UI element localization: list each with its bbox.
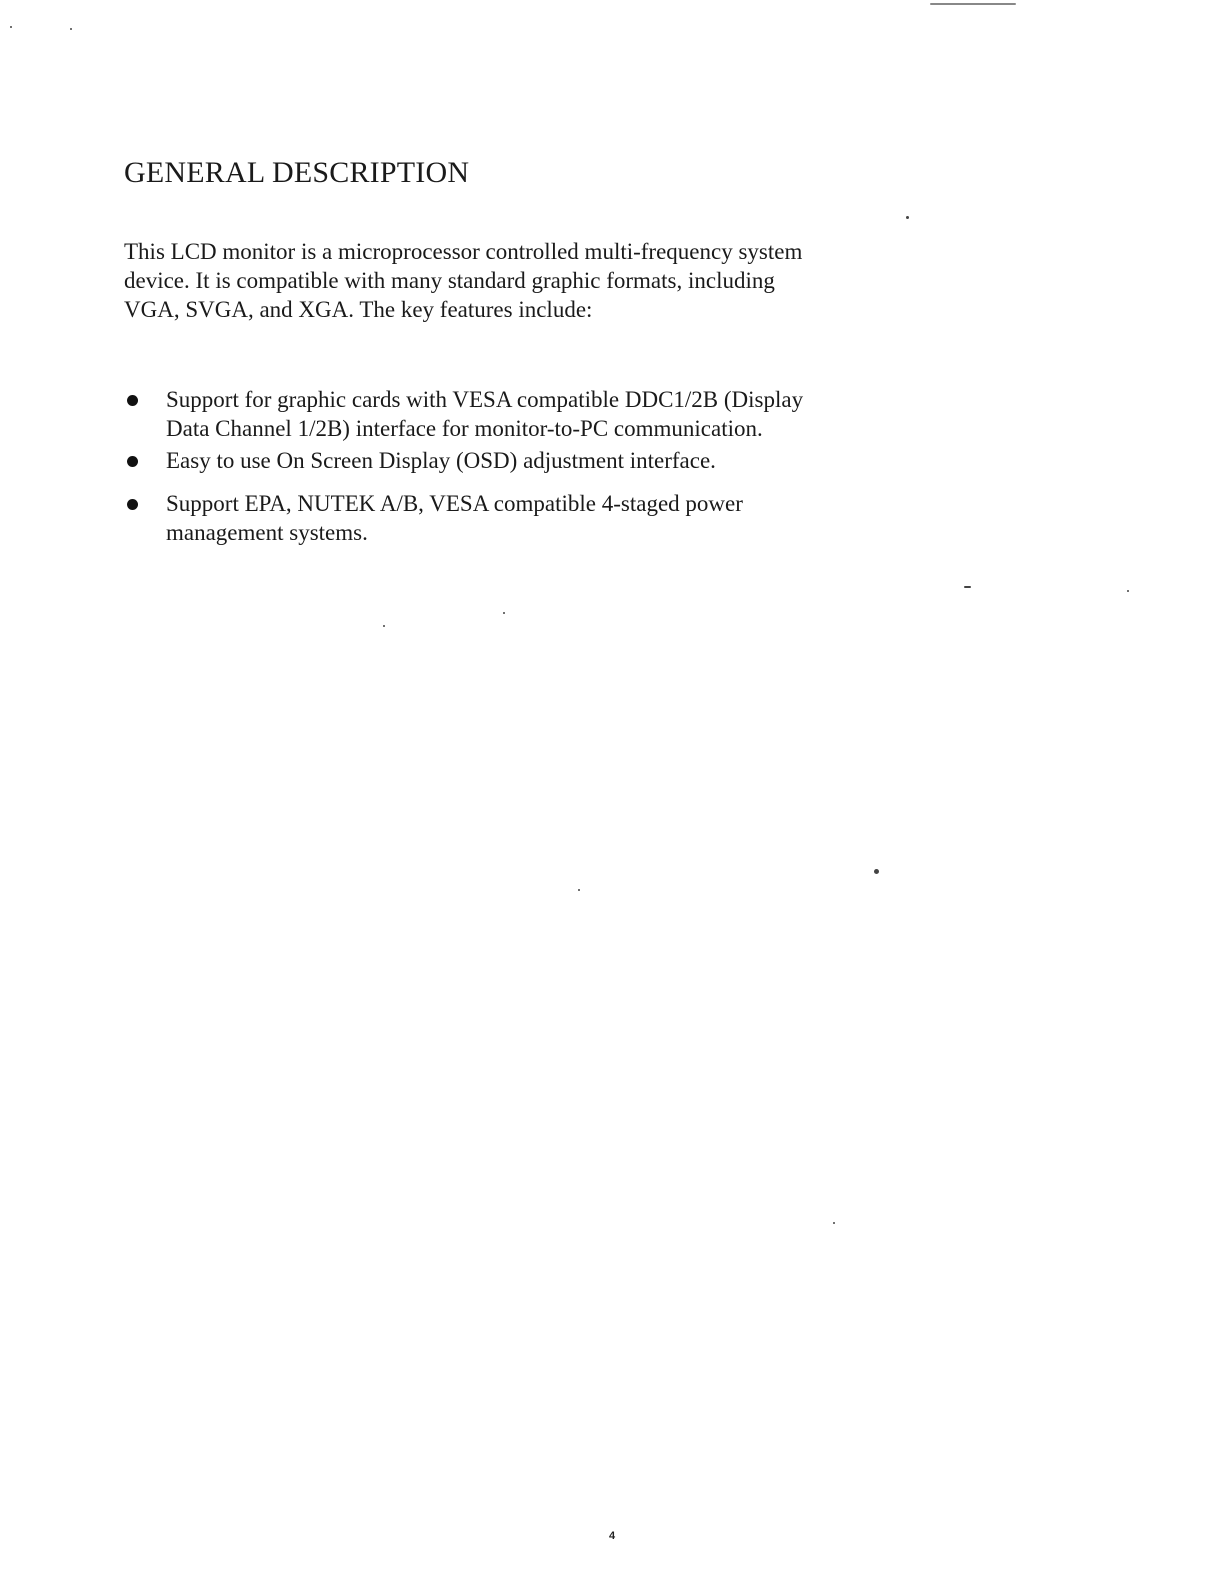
intro-line: This LCD monitor is a microprocessor controlled multi-frequency system <box>124 239 803 264</box>
feature-text <box>166 385 946 443</box>
bullet-icon <box>127 456 138 467</box>
intro-line: VGA, SVGA, and XGA. The key features include: <box>124 297 593 322</box>
scan-speck <box>10 26 12 28</box>
feature-text <box>166 446 946 475</box>
feature-line: Data Channel 1/2B) interface for monitor-to-PC communication. <box>166 416 763 441</box>
scan-speck <box>503 612 505 614</box>
bullet-icon <box>127 499 138 510</box>
feature-line: Support EPA, NUTEK A/B, VESA compatible 4-staged power <box>166 491 743 516</box>
feature-line: management systems. <box>166 520 368 545</box>
feature-text <box>166 489 946 547</box>
intro-line: device. It is compatible with many standard graphic formats, including <box>124 268 775 293</box>
scan-speck <box>906 216 909 219</box>
scan-speck <box>874 869 879 874</box>
page-number: 4 <box>608 1530 616 1542</box>
scan-speck <box>70 28 72 30</box>
feature-line: Easy to use On Screen Display (OSD) adjustment interface. <box>166 448 716 473</box>
scan-speck <box>833 1222 835 1224</box>
bullet-icon <box>127 395 138 406</box>
feature-line: Support for graphic cards with VESA compatible DDC1/2B (Display <box>166 387 804 412</box>
section-heading: GENERAL DESCRIPTION <box>124 156 470 189</box>
scan-speck <box>964 586 971 588</box>
scan-speck <box>383 625 385 627</box>
scan-speck <box>578 889 580 891</box>
intro-paragraph <box>124 237 944 324</box>
scan-speck <box>930 3 1016 5</box>
scan-speck <box>1127 590 1129 592</box>
